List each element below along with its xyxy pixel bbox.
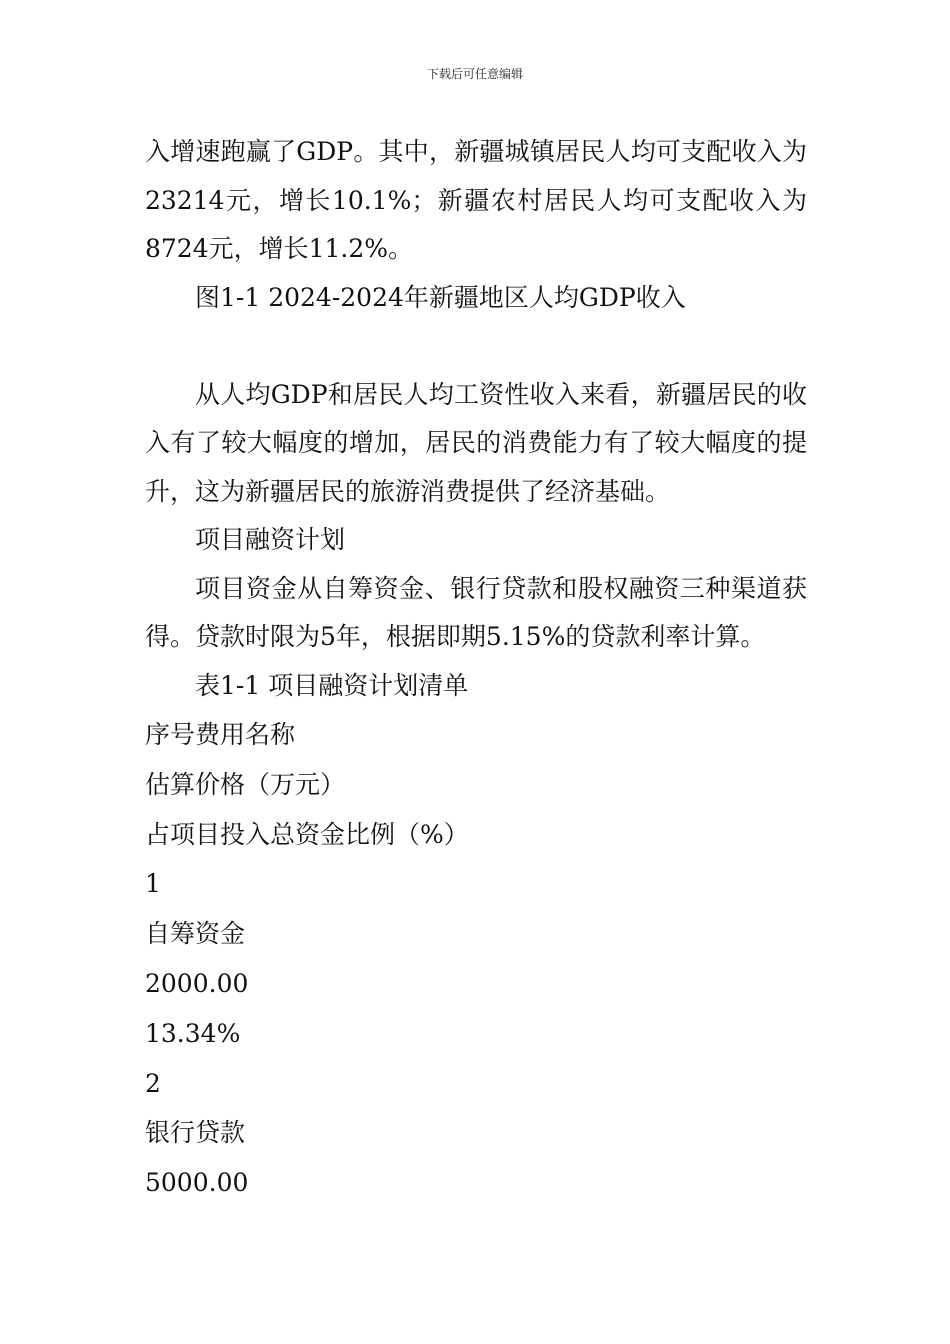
table-header-ratio: 占项目投入总资金比例（%）: [145, 819, 469, 849]
table-cell-no: 2: [145, 1068, 161, 1098]
financing-table: [145, 710, 807, 1208]
paragraph-financing: 项目资金从自筹资金、银行贷款和股权融资三种渠道获得。贷款时限为5年，根据即期5.15%的贷款利率计算。: [145, 573, 807, 651]
paragraph-income-growth: 入增速跑赢了GDP。其中，新疆城镇居民人均可支配收入为23214元，增长10.1%；新疆农村居民人均可支配收入为8724元，增长11.2%。: [145, 137, 807, 263]
table-cell-name: 自筹资金: [145, 919, 246, 949]
section-title: 项目融资计划: [195, 525, 346, 554]
table-cell-price: 5000.00: [145, 1168, 249, 1198]
table-header-price: 估算价格（万元）: [145, 769, 346, 799]
table-cell-ratio: 13.34%: [145, 1018, 241, 1048]
table-cell-no: 1: [145, 869, 161, 899]
table-cell-name: 银行贷款: [145, 1118, 246, 1148]
table-header-name: 序号费用名称: [145, 720, 296, 749]
figure-caption: 图1-1 2024-2024年新疆地区人均GDP收入: [195, 282, 686, 312]
table-caption: 表1-1 项目融资计划清单: [195, 670, 469, 700]
figure-placeholder: [145, 322, 807, 371]
page-header: 下载后可任意编辑: [426, 67, 523, 81]
table-cell-price: 2000.00: [145, 968, 249, 998]
paragraph-consumption: 从人均GDP和居民人均工资性收入来看，新疆居民的收入有了较大幅度的增加，居民的消费能力有了较大幅度的提升，这为新疆居民的旅游消费提供了经济基础。: [145, 379, 807, 506]
document-body: [145, 128, 807, 1208]
